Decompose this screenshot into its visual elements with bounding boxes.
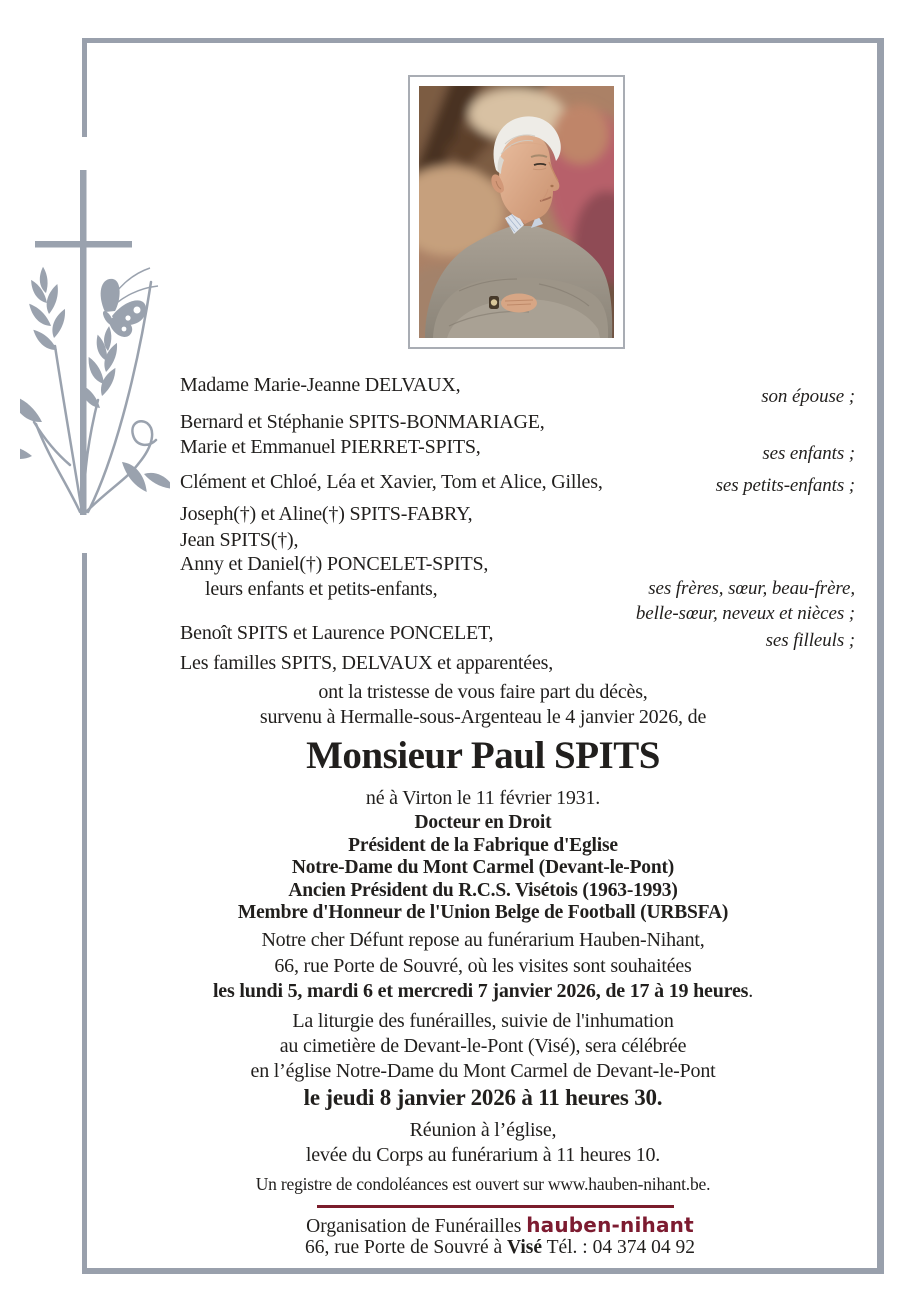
announcement-line: survenu à Hermalle-sous-Argenteau le 4 janvier 2026, de xyxy=(259,706,707,728)
footer-org-label: Organisation de Funérailles xyxy=(306,1216,522,1237)
frame-border-top xyxy=(82,38,884,43)
frame-border-bottom xyxy=(82,1268,884,1274)
title-line: Notre-Dame du Mont Carmel (Devant-le-Pont) xyxy=(291,857,675,878)
footer-city: Visé xyxy=(507,1237,543,1258)
footer-address-prefix: 66, rue Porte de Souvré à xyxy=(305,1237,508,1258)
funeral-date: le jeudi 8 janvier 2026 à 11 heures 30. xyxy=(303,1085,663,1110)
family-member-line: Clément et Chloé, Léa et Xavier, Tom et Alice, Gilles, xyxy=(180,471,603,493)
visitation-block xyxy=(83,928,883,1005)
portrait-photo xyxy=(408,75,625,349)
reunion-line: levée du Corps au funérarium à 11 heures 10. xyxy=(305,1144,661,1166)
family-member-line: Benoît SPITS et Laurence PONCELET, xyxy=(180,622,494,644)
relationship-label: son épouse ; xyxy=(761,386,855,407)
family-member-line: Madame Marie-Jeanne DELVAUX, xyxy=(180,374,461,396)
footer-phone: Tél. : 04 374 04 92 xyxy=(542,1237,695,1258)
titles-block xyxy=(83,812,883,925)
title-line: Docteur en Droit xyxy=(414,812,552,833)
deceased-name: Monsieur Paul SPITS xyxy=(306,734,660,777)
frame-border-left-upper xyxy=(82,38,87,137)
relationship-label: ses enfants ; xyxy=(762,443,855,464)
birth-line: né à Virton le 11 février 1931. xyxy=(365,787,601,809)
title-line: Membre d'Honneur de l'Union Belge de Football (URBSFA) xyxy=(237,902,729,923)
relationship-label-line: ses frères, sœur, beau-frère, xyxy=(648,578,855,599)
footer-organisation xyxy=(100,1213,900,1238)
family-member-line: Les familles SPITS, DELVAUX et apparentées, xyxy=(180,652,554,674)
family-member-line: Jean SPITS(†), xyxy=(180,529,299,551)
visitation-period: . xyxy=(748,980,754,1002)
relationship-label: ses filleuls ; xyxy=(765,630,855,651)
family-member-line: Bernard et Stéphanie SPITS-BONMARIAGE, xyxy=(180,411,545,433)
family-member-line: Marie et Emmanuel PIERRET-SPITS, xyxy=(180,436,481,458)
announcement-line: ont la tristesse de vous faire part du décès, xyxy=(318,681,648,703)
footer-divider xyxy=(317,1205,674,1208)
visitation-line xyxy=(83,979,883,1005)
reunion-line: Réunion à l’église, xyxy=(409,1119,557,1141)
family-member-line: Joseph(†) et Aline(†) SPITS-FABRY, xyxy=(180,503,473,525)
liturgy-line: en l’église Notre-Dame du Mont Carmel de Devant-le-Pont xyxy=(250,1060,716,1082)
family-member-line: Anny et Daniel(†) PONCELET-SPITS, xyxy=(180,553,489,575)
family-member-line: leurs enfants et petits-enfants, xyxy=(205,578,438,600)
relationship-label-line: belle-sœur, neveux et nièces ; xyxy=(635,602,855,624)
portrait-illustration xyxy=(419,86,614,338)
reunion-block xyxy=(83,1118,883,1168)
visitation-line: 66, rue Porte de Souvré, où les visites sont souhaitées xyxy=(274,954,692,977)
liturgy-line: au cimetière de Devant-le-Pont (Visé), sera célébrée xyxy=(279,1035,687,1057)
visitation-dates: les lundi 5, mardi 6 et mercredi 7 janvier 2026, de 17 à 19 heures xyxy=(212,980,749,1002)
liturgy-block xyxy=(83,1009,883,1084)
title-line: Ancien Président du R.C.S. Visétois (1963-1993) xyxy=(288,879,678,901)
liturgy-line: La liturgie des funérailles, suivie de l'inhumation xyxy=(292,1010,674,1032)
visitation-line: Notre cher Défunt repose au funérarium Hauben-Nihant, xyxy=(261,929,705,951)
title-line: Président de la Fabrique d'Eglise xyxy=(348,834,618,856)
relationship-label xyxy=(636,577,855,626)
funeral-home-logo: hauben-nihant xyxy=(526,1213,694,1237)
register-line: Un registre de condoléances est ouvert sur www.hauben-nihant.be. xyxy=(255,1174,711,1194)
footer-address xyxy=(100,1237,900,1259)
relationship-label: ses petits-enfants ; xyxy=(715,475,855,496)
cross-flowers-ornament xyxy=(20,160,170,570)
